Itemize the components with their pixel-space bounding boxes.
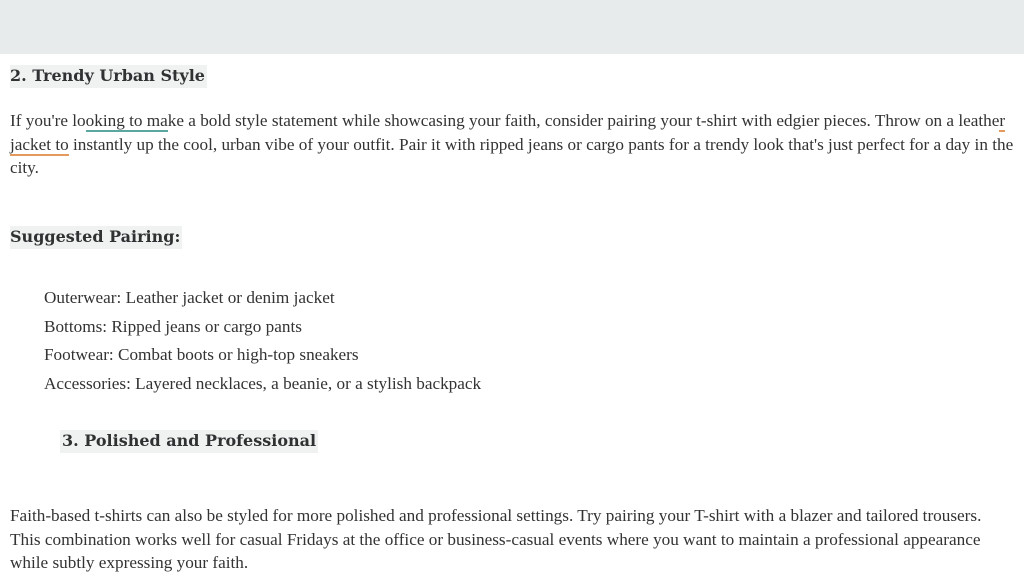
spellcheck-underline-teal[interactable]: oking to ma	[85, 111, 168, 130]
top-bar	[0, 0, 1024, 54]
section-heading-polished-professional: 3. Polished and Professional	[60, 430, 318, 453]
list-item-bottoms: Bottoms: Ripped jeans or cargo pants	[44, 316, 302, 336]
paragraph-trendy-urban-style	[10, 109, 1015, 180]
list-item-outerwear: Outerwear: Leather jacket or denim jacket	[44, 288, 335, 307]
spellcheck-underline-orange[interactable]: r jacket to	[10, 111, 1006, 154]
section-heading-trendy-urban-style: 2. Trendy Urban Style	[10, 65, 207, 88]
list-item-accessories: Accessories: Layered necklaces, a beanie, or a stylish backpack	[44, 374, 482, 394]
paragraph-text-start: If you're lo	[10, 111, 86, 130]
suggested-pairing-heading: Suggested Pairing:	[10, 226, 182, 249]
paragraph-text-mid: ke a bold style statement while showcasing your faith, consider pairing your t-shirt with edgier pieces. Throw on a leathe	[167, 111, 1000, 130]
paragraph-polished-professional: Faith-based t-shirts can also be styled for more polished and professional settings. Try pairing your T-shirt with a blazer and tailored trousers. This combination works well for casual Fridays at the office or business-casual events where you want to maintain a professional appearance while subtly expressing your faith.	[10, 506, 982, 572]
paragraph-text-end: instantly up the cool, urban vibe of your outfit. Pair it with ripped jeans or cargo pants for a trendy look that's just perfect for a day in the city.	[10, 134, 1014, 177]
list-item-footwear: Footwear: Combat boots or high-top sneakers	[44, 345, 359, 365]
pairing-list	[44, 286, 481, 401]
